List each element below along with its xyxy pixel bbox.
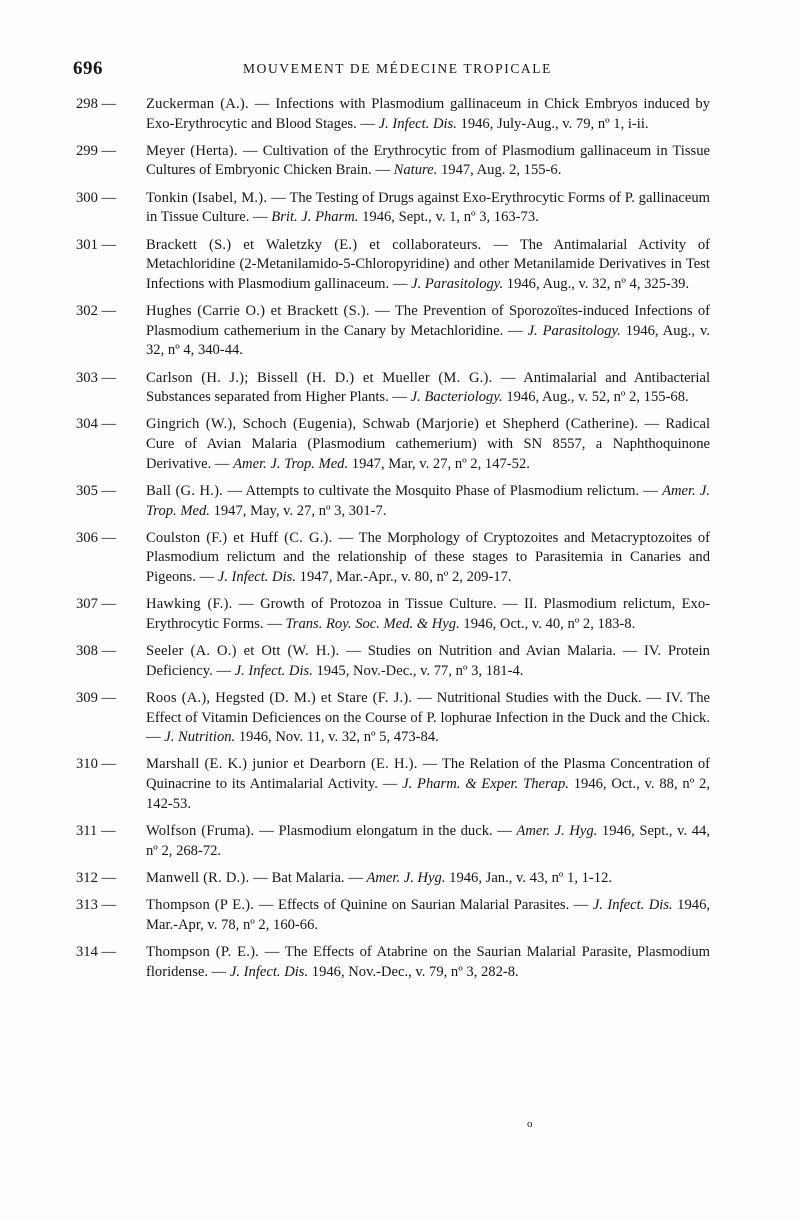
entry-journal: Brit. J. Pharm. (271, 209, 359, 226)
bibliography-entry (76, 595, 710, 634)
bibliography-entry (76, 369, 710, 408)
entry-authors: Brackett (S.) et Waletzky (E.) et collaborateurs. — (146, 236, 509, 253)
bibliography-entry (76, 189, 710, 228)
entry-title: The Morphology of Cryptozoites and Metacryptozoites of Plasmodium relictum and the relationship of these stages to Parasitemia in Canaries and Pigeons. — (146, 529, 711, 585)
bibliography-entry (76, 236, 710, 295)
entry-text (146, 415, 710, 474)
page-header (0, 58, 800, 82)
entry-number: 310 — (76, 756, 117, 773)
bibliography-entry (76, 142, 710, 181)
entry-authors: Hawking (F.). — (146, 596, 254, 613)
entry-authors: Coulston (F.) et Huff (C. G.). — (146, 529, 354, 546)
entry-number: 311 — (76, 822, 116, 839)
entry-text (146, 943, 710, 982)
entry-reference: 1945, Nov.-Dec., v. 77, nº 3, 181-4. (316, 662, 524, 679)
entry-title: The Antimalarial Activity of Metachloridine (2-Metanilamido-5-Chloropyridine) and other Metanilamide Derivatives in Test Infections with Plasmodium gallinaceum. — (146, 236, 711, 292)
entry-reference: 1946, Aug., v. 32, nº 4, 340-44. (146, 322, 710, 359)
entry-reference: 1946, Oct., v. 88, nº 2, 142-53. (146, 776, 710, 812)
footer-mark: o (527, 1118, 533, 1130)
entry-reference: 1946, Sept., v. 44, nº 2, 268-72. (146, 822, 710, 859)
bibliography-entry (76, 869, 710, 889)
entry-text (146, 189, 710, 228)
entry-authors: Zuckerman (A.). — (146, 96, 270, 112)
entry-text (146, 236, 710, 295)
entry-reference: 1947, Aug. 2, 155-6. (440, 162, 562, 179)
entry-text (146, 95, 710, 134)
entry-number: 300 — (76, 189, 117, 206)
entry-reference: 1946, Aug., v. 52, nº 2, 155-68. (506, 389, 689, 406)
entry-authors: Thompson (P E.). — (146, 897, 274, 914)
entry-reference: 1946, Jan., v. 43, nº 1, 1-12. (449, 869, 613, 886)
entry-title: Cultivation of the Erythrocytic from of Plasmodium gallinaceum in Tissue Cultures of Embryonic Chicken Brain. — (146, 142, 710, 179)
entry-reference: 1946, Oct., v. 40, nº 2, 183-8. (463, 615, 636, 632)
bibliography-entry (76, 755, 710, 814)
entry-journal: Trans. Roy. Soc. Med. & Hyg. (285, 615, 460, 632)
entry-authors: Tonkin (Isabel, M.). — (146, 189, 286, 206)
entry-authors: Seeler (A. O.) et Ott (W. H.). — (146, 643, 362, 660)
entry-text (146, 642, 710, 681)
bibliography-entry (76, 642, 710, 681)
entry-text (146, 595, 710, 634)
entry-reference: 1947, Mar.-Apr., v. 80, nº 2, 209-17. (299, 568, 512, 585)
entry-reference: 1947, May, v. 27, nº 3, 301-7. (213, 502, 387, 519)
entry-title: Antimalarial and Antibacterial Substances separated from Higher Plants. — (146, 369, 711, 406)
entry-title: Plasmodium elongatum in the duck. — (278, 822, 512, 839)
bibliography-entry (76, 943, 710, 982)
entry-number: 309 — (76, 690, 117, 706)
entry-title: The Prevention of Sporozoïtes-induced Infections of Plasmodium cathemerium in the Canary by Metachloridine. — (146, 303, 711, 339)
entry-reference: 1946, Nov. 11, v. 32, nº 5, 473-84. (238, 729, 439, 746)
entry-journal: J. Parasitology. (527, 322, 621, 339)
entry-authors: Hughes (Carrie O.) et Brackett (S.). — (146, 303, 390, 320)
entry-text (146, 142, 710, 181)
bibliography-entry (76, 302, 710, 361)
entry-journal: J. Pharm. & Exper. Therap. (402, 776, 569, 793)
entry-title: Studies on Nutrition and Avian Malaria. — IV. Protein Deficiency. — (146, 643, 710, 679)
entry-journal: J. Infect. Dis. (378, 115, 457, 132)
entry-journal: Amer. J. Hyg. (516, 822, 598, 839)
entry-text (146, 369, 710, 408)
entry-number: 305 — (76, 482, 117, 499)
entry-title: The Relation of the Plasma Concentration of Quinacrine to its Antimalarial Activity. — (146, 756, 710, 793)
entry-authors: Meyer (Herta). — (146, 142, 258, 159)
bibliography-entry (76, 896, 710, 935)
bibliography-list (76, 95, 710, 990)
entry-reference: 1946, Mar.-Apr, v. 78, nº 2, 160-66. (146, 897, 711, 933)
bibliography-entry (76, 95, 710, 134)
entry-authors: Carlson (H. J.); Bissell (H. D.) et Mueller (M. G.). — (146, 369, 516, 386)
entry-journal: J. Infect. Dis. (217, 568, 296, 585)
entry-number: 304 — (76, 416, 117, 433)
entry-journal: Nature. (393, 162, 438, 179)
entry-authors: Roos (A.), Hegsted (D. M.) et Stare (F. J.). — (146, 690, 432, 706)
entry-authors: Ball (G. H.). — (146, 482, 243, 499)
bibliography-entry (76, 529, 710, 588)
entry-title: The Effects of Atabrine on the Saurian Malarial Parasite, Plasmodium floridense. — (146, 943, 710, 980)
bibliography-entry (76, 689, 710, 748)
page-number: 696 (73, 58, 103, 79)
entry-title: The Testing of Drugs against Exo-Erythrocytic Forms of P. gallinaceum in Tissue Culture. — (146, 189, 710, 226)
entry-reference: 1946, Nov.-Dec., v. 79, nº 3, 282-8. (311, 963, 519, 980)
entry-authors: Wolfson (Fruma). — (146, 822, 274, 839)
entry-authors: Manwell (R. D.). — (146, 869, 268, 886)
entry-text (146, 822, 710, 861)
entry-authors: Gingrich (W.), Schoch (Eugenia), Schwab (Marjorie) et Shepherd (Catherine). — (146, 416, 660, 433)
entry-number: 307 — (76, 596, 117, 613)
entry-title: Effects of Quinine on Saurian Malarial Parasites. — (278, 897, 589, 914)
entry-journal: J. Infect. Dis. (234, 662, 313, 679)
entry-reference: 1946, July-Aug., v. 79, nº 1, i-ii. (460, 115, 649, 132)
entry-number: 299 — (76, 142, 117, 159)
entry-text (146, 482, 710, 521)
entry-number: 303 — (76, 369, 117, 386)
entry-text (146, 302, 710, 361)
entry-journal: Amer. J. Hyg. (366, 869, 446, 886)
entry-text (146, 896, 710, 935)
entry-number: 313 — (76, 897, 117, 914)
entry-title: Nutritional Studies with the Duck. — IV. The Effect of Vitamin Deficiences on the Course of P. lophurae Infection in the Duck and the Chick. — (146, 690, 711, 746)
entry-number: 298 — (76, 96, 117, 112)
entry-journal: J. Parasitology. (411, 275, 504, 292)
entry-journal: J. Bacteriology. (410, 389, 503, 406)
entry-number: 308 — (76, 643, 117, 660)
entry-journal: Amer. J. Trop. Med. (233, 455, 349, 472)
entry-text (146, 689, 710, 748)
entry-number: 306 — (76, 529, 117, 546)
entry-text (146, 869, 710, 889)
entry-journal: J. Infect. Dis. (592, 897, 673, 914)
entry-authors: Marshall (E. K.) junior et Dearborn (E. H.). — (146, 756, 438, 773)
entry-text (146, 755, 710, 814)
entry-title: Radical Cure of Avian Malaria (Plasmodium cathemerium) with SN 8557, a Naphthoquinone Derivative. — (146, 416, 710, 472)
entry-text (146, 529, 710, 588)
entry-title: Growth of Protozoa in Tissue Culture. — II. Plasmodium relictum, Exo-Erythrocytic Forms. — (146, 596, 710, 632)
bibliography-entry (76, 415, 710, 474)
entry-journal: J. Nutrition. (164, 729, 236, 746)
entry-title: Attempts to cultivate the Mosquito Phase of Plasmodium relictum. — (245, 482, 658, 499)
entry-title: Bat Malaria. — (271, 869, 363, 886)
bibliography-entry (76, 482, 710, 521)
entry-number: 312 — (76, 869, 117, 886)
entry-number: 302 — (76, 303, 117, 320)
entry-title: Infections with Plasmodium gallinaceum in Chick Embryos induced by Exo-Erythrocytic and Blood Stages. — (146, 96, 711, 132)
entry-number: 314 — (76, 943, 117, 960)
bibliography-entry (76, 822, 710, 861)
entry-journal: J. Infect. Dis. (229, 963, 309, 980)
entry-reference: 1946, Sept., v. 1, nº 3, 163-73. (362, 209, 539, 226)
entry-number: 301 — (76, 236, 117, 253)
entry-authors: Thompson (P. E.). — (146, 943, 280, 960)
running-title: MOUVEMENT DE MÉDECINE TROPICALE (243, 61, 552, 76)
entry-reference: 1947, Mar, v. 27, nº 2, 147-52. (351, 455, 530, 472)
entry-reference: 1946, Aug., v. 32, nº 4, 325-39. (506, 275, 690, 292)
entry-journal: Amer. J. Trop. Med. (146, 482, 710, 519)
